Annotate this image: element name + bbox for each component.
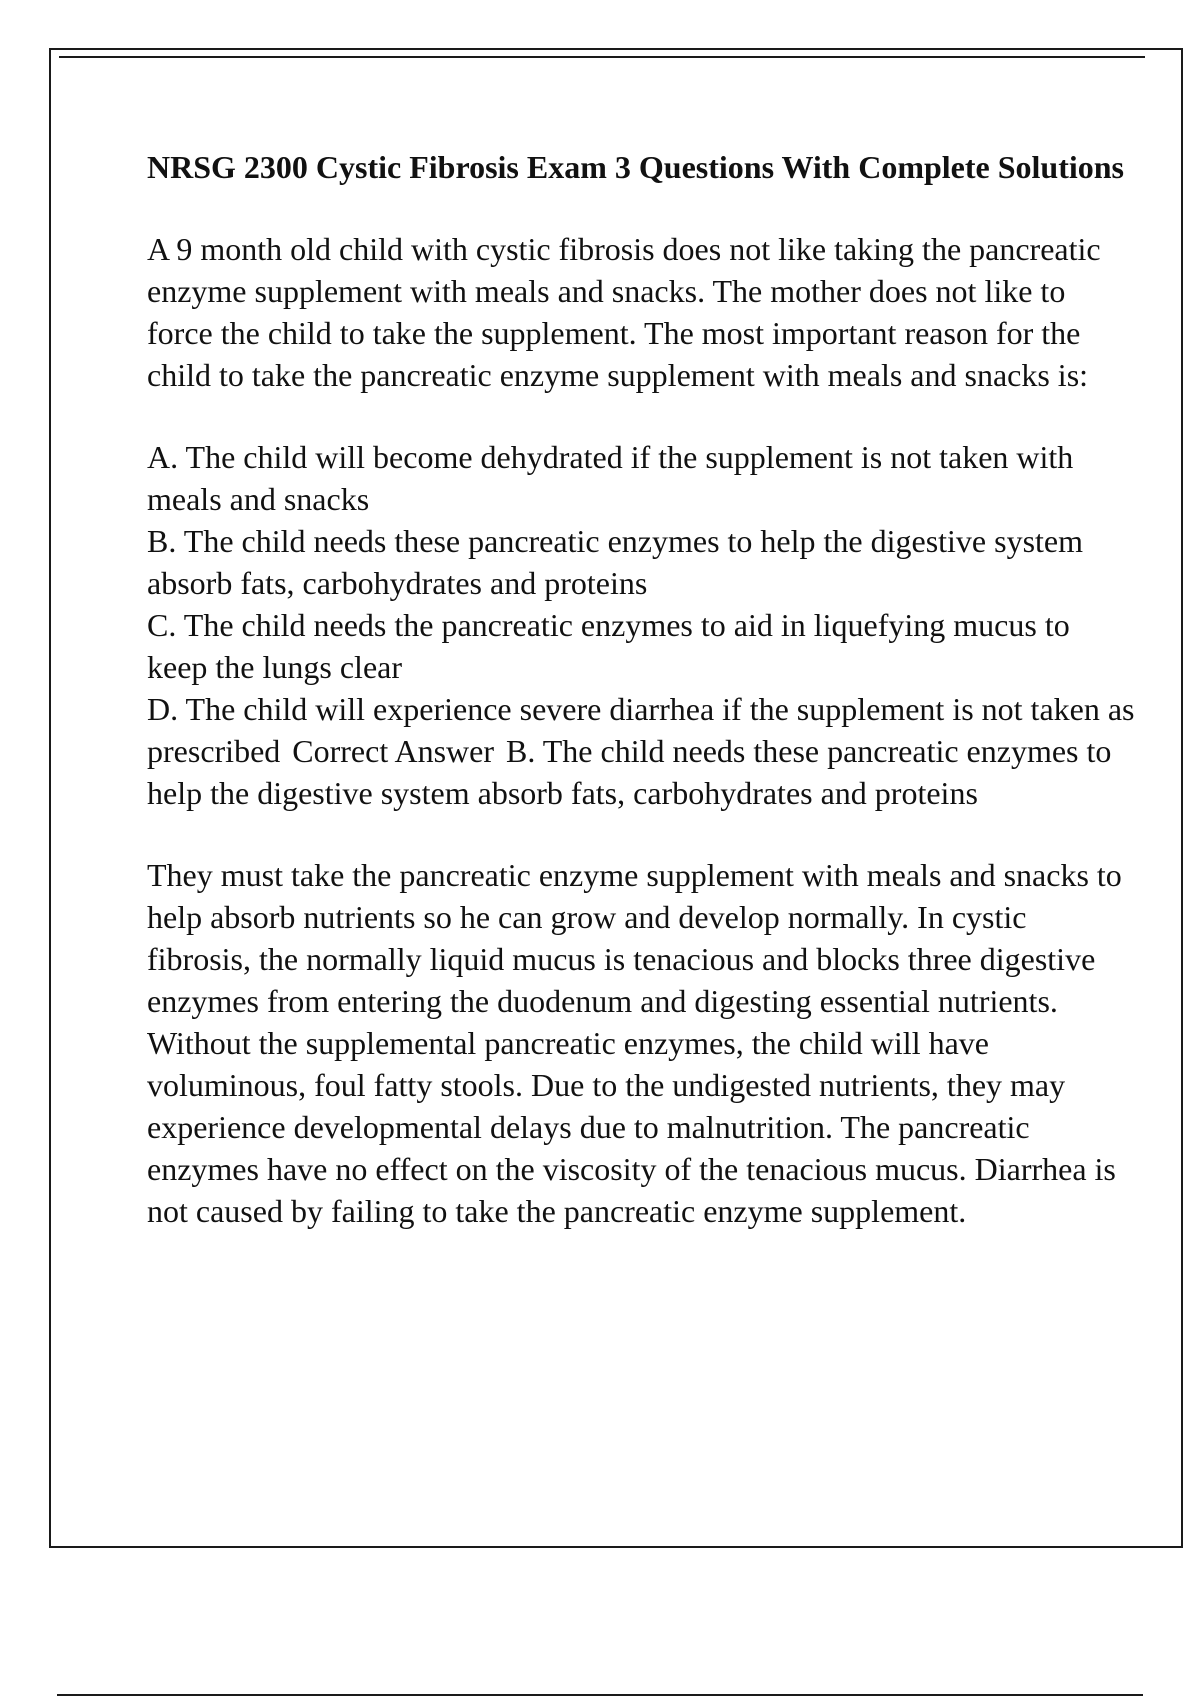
option-c: C. The child needs the pancreatic enzymes to aid in liquefying mucus to keep the lungs clear [147, 607, 1070, 685]
correct-answer-text: B. The child needs these pancreatic enzymes to help the digestive system absorb fats, carbohydrates and proteins [147, 733, 1112, 811]
question-text: A 9 month old child with cystic fibrosis does not like taking the pancreatic enzyme supplement with meals and snacks. The mother does not like to force the child to take the supplement. The most important reason for the child to take the pancreatic enzyme supplement with meals and snacks is: [147, 231, 1101, 393]
document-title: NRSG 2300 Cystic Fibrosis Exam 3 Questions With Complete Solutions [147, 149, 1124, 185]
answer-options [147, 436, 1137, 814]
option-d-text: D. The child will experience severe diarrhea if the supplement is not taken as prescribed [147, 691, 1135, 769]
page-frame [49, 48, 1183, 1548]
correct-answer-label: Correct Answer [292, 733, 494, 769]
top-divider [59, 56, 1145, 58]
document-body [147, 146, 1137, 1232]
bottom-divider [57, 1694, 1143, 1696]
option-d [147, 688, 1137, 814]
option-a: A. The child will become dehydrated if the supplement is not taken with meals and snacks [147, 439, 1074, 517]
option-b: B. The child needs these pancreatic enzymes to help the digestive system absorb fats, carbohydrates and proteins [147, 523, 1084, 601]
rationale-text: They must take the pancreatic enzyme supplement with meals and snacks to help absorb nutrients so he can grow and develop normally. In cystic fibrosis, the normally liquid mucus is tenacious and blocks three digestive enzymes from entering the duodenum and digesting essential nutrients. Without the supplemental pancreatic enzymes, the child will have voluminous, foul fatty stools. Due to the undigested nutrients, they may experience developmental delays due to malnutrition. The pancreatic enzymes have no effect on the viscosity of the tenacious mucus. Diarrhea is not caused by failing to take the pancreatic enzyme supplement. [147, 857, 1122, 1229]
